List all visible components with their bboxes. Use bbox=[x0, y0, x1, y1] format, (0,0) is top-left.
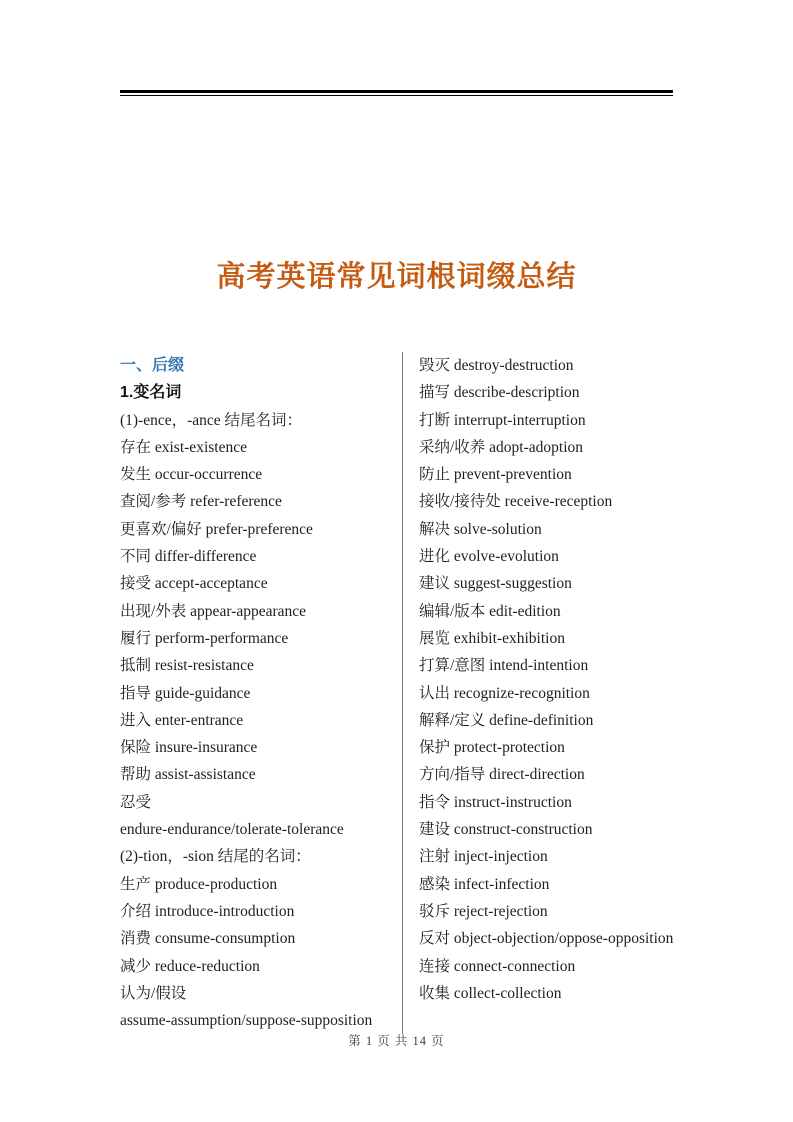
vocab-line: 感染 infect-infection bbox=[419, 875, 550, 893]
page-title: 高考英语常见词根词缀总结 bbox=[216, 261, 577, 293]
vocab-line: 描写 describe-description bbox=[419, 384, 580, 402]
vocab-line: 解释/定义 define-definition bbox=[419, 711, 594, 729]
vocab-line: 毁灭 destroy-destruction bbox=[419, 357, 574, 374]
vocab-line: 连接 connect-connection bbox=[419, 957, 576, 975]
vocab-line: 指令 instruct-instruction bbox=[419, 793, 572, 811]
vocab-line: 建议 suggest-suggestion bbox=[419, 575, 572, 593]
vocab-line: 打算/意图 intend-intention bbox=[419, 657, 589, 675]
two-column-layout bbox=[120, 352, 673, 1034]
vocab-line: 出现/外表 appear-appearance bbox=[120, 602, 307, 620]
vocab-line: 解决 solve-solution bbox=[419, 520, 542, 538]
vocab-line: 打断 interrupt-interruption bbox=[419, 411, 586, 429]
subsection-heading: 1.变名词 bbox=[120, 384, 182, 402]
vocab-line: 保险 insure-insurance bbox=[120, 739, 258, 757]
vocab-line: 收集 collect-collection bbox=[419, 984, 562, 1002]
vocab-line: 进化 evolve-evolution bbox=[419, 548, 559, 566]
vocab-line: 抵制 resist-resistance bbox=[120, 657, 254, 675]
vocab-line: (2)-tion，-sion 结尾的名词： bbox=[120, 848, 311, 866]
vocab-line: 保护 protect-protection bbox=[419, 739, 565, 757]
vocab-line: 指导 guide-guidance bbox=[120, 684, 251, 702]
vocab-line: 存在 exist-existence bbox=[120, 438, 247, 456]
vocab-line: 方向/指导 direct-direction bbox=[419, 766, 585, 784]
vocab-line: 接收/接待处 receive-reception bbox=[419, 493, 613, 511]
vocab-line: 编辑/版本 edit-edition bbox=[419, 602, 561, 620]
vocab-line: 介绍 introduce-introduction bbox=[120, 902, 295, 920]
vocab-line: 建设 construct-construction bbox=[419, 821, 593, 839]
vocab-line: endure-endurance/tolerate-tolerance bbox=[120, 821, 344, 839]
right-column bbox=[403, 352, 673, 1007]
vocab-line: 采纳/收养 adopt-adoption bbox=[419, 438, 584, 456]
section-heading: 一、后缀 bbox=[120, 357, 185, 374]
vocab-line: 认为/假设 bbox=[120, 984, 187, 1002]
vocab-line: 防止 prevent-prevention bbox=[419, 466, 572, 484]
vocab-line: (1)-ence，-ance 结尾名词： bbox=[120, 411, 303, 429]
left-column bbox=[120, 352, 403, 1034]
vocab-line: 接受 accept-acceptance bbox=[120, 575, 268, 593]
vocab-line: 生产 produce-production bbox=[120, 875, 278, 893]
vocab-line: 更喜欢/偏好 prefer-preference bbox=[120, 520, 313, 538]
vocab-line: 帮助 assist-assistance bbox=[120, 766, 256, 784]
vocab-line: 认出 recognize-recognition bbox=[419, 684, 590, 702]
vocab-line: 驳斥 reject-rejection bbox=[419, 902, 548, 920]
vocab-line: assume-assumption/suppose-supposition bbox=[120, 1012, 373, 1030]
vocab-line: 发生 occur-occurrence bbox=[120, 466, 263, 484]
vocab-line: 履行 perform-performance bbox=[120, 629, 289, 647]
vocab-line: 减少 reduce-reduction bbox=[120, 957, 260, 975]
vocab-line: 忍受 bbox=[120, 793, 152, 811]
vocab-line: 查阅/参考 refer-reference bbox=[120, 493, 282, 511]
header-double-rule bbox=[120, 90, 673, 96]
vocab-line: 进入 enter-entrance bbox=[120, 711, 244, 729]
page-number: 第 1 页 共 14 页 bbox=[348, 1034, 445, 1048]
vocab-line: 展览 exhibit-exhibition bbox=[419, 629, 565, 647]
vocab-line: 不同 differ-difference bbox=[120, 548, 257, 566]
vocab-line: 反对 object-objection/oppose-opposition bbox=[419, 930, 674, 948]
vocab-line: 注射 inject-injection bbox=[419, 848, 548, 866]
vocab-line: 消费 consume-consumption bbox=[120, 930, 296, 948]
